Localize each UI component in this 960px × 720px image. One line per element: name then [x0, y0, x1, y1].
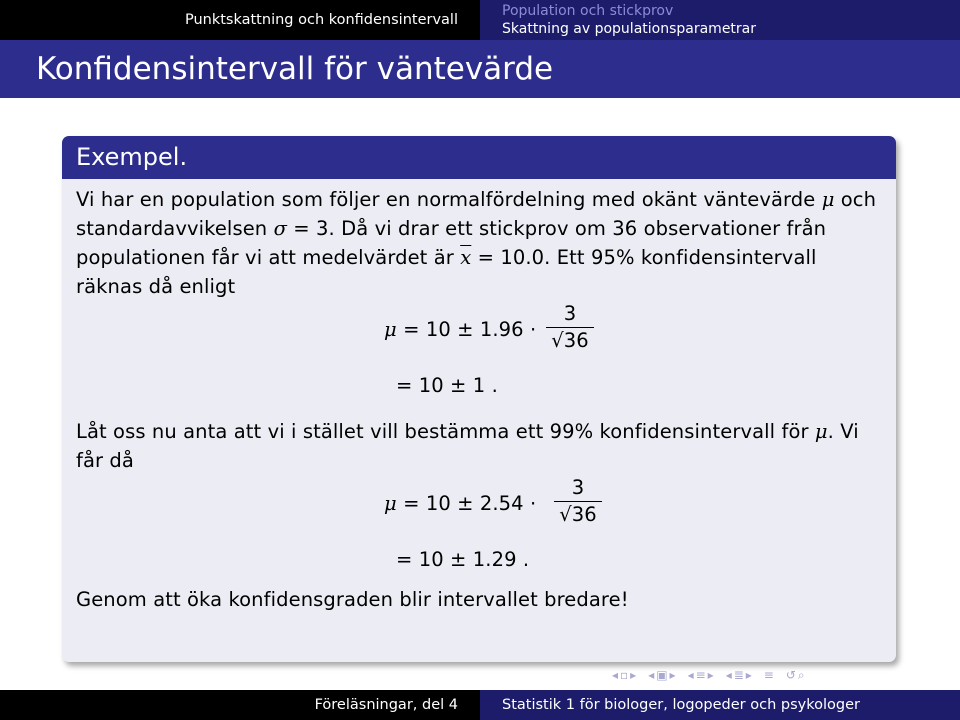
- nav-prev-subsection-icon[interactable]: ◂≡▸: [687, 668, 716, 682]
- navigation-symbols: [612, 668, 807, 684]
- paragraph-3: Genom att öka konfidensgraden blir intervallet bredare!: [76, 588, 629, 611]
- eq2-numerator: 3: [571, 476, 585, 499]
- eq2-denominator: √36: [554, 501, 602, 528]
- lecture-title: Föreläsningar, del 4: [314, 697, 458, 713]
- paragraph-1: [76, 185, 882, 301]
- frame-title: Konfidensintervall för väntevärde: [0, 40, 960, 98]
- symbol-sigma: σ: [273, 217, 287, 240]
- equation-95: [76, 301, 882, 411]
- eq2-mu: μ: [384, 492, 397, 515]
- course-title: Statistik 1 för biologer, logopeder och psykologer: [502, 697, 860, 713]
- p2-text-a: Låt oss nu anta att vi i stället vill bestämma ett 99% konfidensintervall för: [76, 420, 815, 443]
- eq1-denominator: √36: [546, 327, 594, 354]
- block-body: [62, 179, 896, 614]
- symbol-xbar: $\overline{x}$: [460, 246, 472, 269]
- equation-99-line-2: = 10 ± 1.29 .: [396, 548, 530, 571]
- equation-99-line-1: [384, 489, 536, 518]
- p2-text-b: . Vi får då: [76, 420, 859, 472]
- equation-95-line-1: [384, 315, 536, 344]
- eq1-numerator: 3: [563, 302, 577, 325]
- nav-prev-frame-icon[interactable]: ◂▫▸: [612, 668, 639, 682]
- headline: [0, 0, 960, 40]
- nav-next-section-icon[interactable]: ◂≣▸: [725, 668, 754, 682]
- eq2-line1: = 10 ± 2.54 ·: [396, 492, 537, 515]
- footline-left: [0, 690, 480, 720]
- equation-99: [76, 475, 882, 585]
- paragraph-2: [76, 417, 882, 475]
- equation-95-line-2: = 10 ± 1 .: [396, 374, 498, 397]
- footline: [0, 690, 960, 720]
- eq1-mu: μ: [384, 318, 397, 341]
- p1-text-d: = 10.0. Ett 95% konfidensintervall räknas då enligt: [76, 246, 817, 298]
- headline-section[interactable]: [0, 0, 480, 40]
- equation-99-fraction: [554, 475, 602, 528]
- symbol-mu-2: μ: [814, 420, 828, 443]
- nav-align-icon[interactable]: ≡: [763, 668, 776, 682]
- subsection-title-2[interactable]: Skattning av populationsparametrar: [502, 21, 757, 37]
- subsection-title-1[interactable]: Population och stickprov: [502, 3, 674, 19]
- p1-text-b: och standardavvikelsen: [76, 188, 877, 240]
- footline-right: [480, 690, 960, 720]
- p1-text-c: = 3. Då vi drar ett stickprov om 36 observationer från populationen får vi att medelvärdet är: [76, 217, 827, 269]
- symbol-mu: μ: [821, 188, 835, 211]
- example-block: [62, 136, 896, 662]
- section-title[interactable]: Punktskattning och konfidensintervall: [184, 12, 458, 28]
- equation-95-fraction: [546, 301, 594, 354]
- nav-next-frame-icon[interactable]: ◂▣▸: [648, 668, 678, 682]
- p1-text-a: Vi har en population som följer en normalfördelning med okänt väntevärde: [76, 188, 822, 211]
- headline-subsections: [480, 0, 960, 40]
- nav-search-icon[interactable]: ↺⌕: [785, 668, 807, 682]
- eq1-line1: = 10 ± 1.96 ·: [396, 318, 537, 341]
- block-title: Exempel.: [62, 136, 896, 179]
